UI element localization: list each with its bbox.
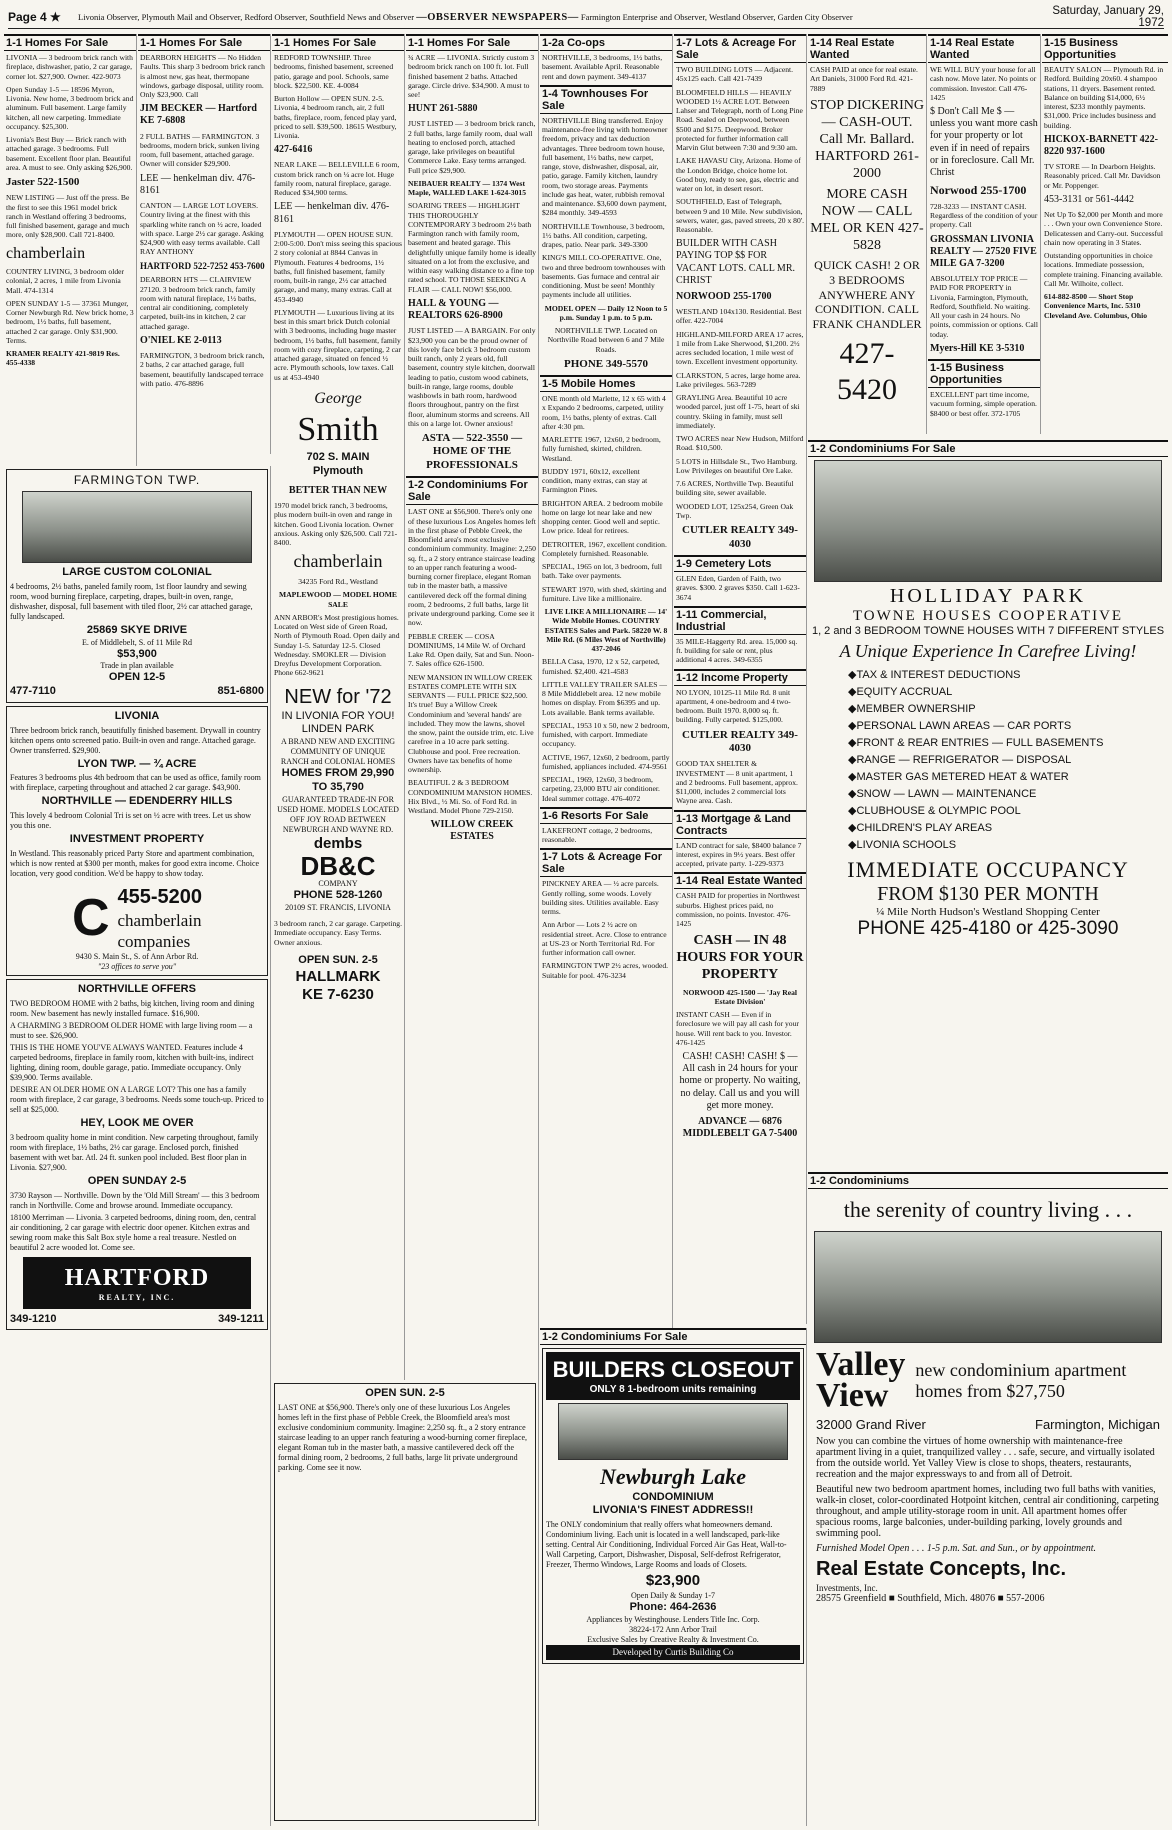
listing-desc: DESIRE AN OLDER HOME ON A LARGE LOT? This one has a family room with fireplace, 2 car garage, 3 bedrooms. Needs some touch-up. Priced to sell at $25,000. [10, 1085, 264, 1114]
house-photo [22, 491, 253, 563]
pubs-right: Farmington Enterprise and Observer, Westland Observer, Garden City Observer [580, 11, 853, 22]
column-8 [928, 34, 1041, 434]
dbc-sub: COMPANY [318, 879, 358, 889]
classified-ad: WOODED LOT, 125x254, Green Oak Twp. [676, 501, 794, 520]
valley-address [808, 1415, 1168, 1434]
classified-ad: HICKOX-BARNETT 422-8220 937-1600 [1044, 133, 1158, 157]
new72-trade: GUARANTEED TRADE-IN FOR USED HOME. MODELS LOCATED OFF JOY ROAD BETWEEN NEWBURGH AND WAYNE RD. [277, 794, 399, 834]
classified-ad: NEW MANSION IN WILLOW CREEK ESTATES COMPLETE WITH SIX SERVANTS — FULL PRICE $22,500. It's true! Buy a Willow Creek Condominium and 'several hands' are included. They mow the lawns, shovel the snow, paint the outside trim, etc. Live carefree in a 10 acre park setting. Clubhouse and pool. Free recreation. Owners have tax benefits of home ownership. [408, 672, 534, 775]
holliday-types: 1, 2 and 3 BEDROOM TOWNE HOUSES WITH 7 DIFFERENT STYLES [811, 625, 1165, 637]
section-header: 1-2 Condominiums For Sale [808, 440, 1168, 457]
valley-desc-2: Beautiful new two bedroom apartment homes, including two full baths with vanities, walk-in closet, color-coordinated Hotpoint kitchen, central air conditioning, carpeting throughout, and ample utility-storage room in unit. All apartment homes offer spacious rooms, large balconies, under-building parking, lovely grounds and swimming pool. [816, 1484, 1159, 1540]
phone-2: 851-6800 [217, 685, 264, 697]
classified-ad: CASH PAID at once for real estate. Art Daniels, 31000 Ford Rd. 421-7889 [810, 65, 918, 93]
classified-ad: INSTANT CASH — Even if in foreclosure we will pay all cash for your house. Will rent back to you. Investor. 476-1425 [676, 1010, 799, 1047]
section-header: 1-1 Homes For Sale [4, 34, 136, 51]
classified-ad: NORWOOD 425-1500 — 'Jay Real Estate Division' [682, 987, 798, 1006]
new72-prices: HOMES FROM 29,990 TO 35,790 [281, 767, 395, 793]
section-header: 1-14 Real Estate Wanted [674, 872, 806, 889]
hartford-phones [10, 1313, 264, 1327]
page-number: Page 4 ★ [8, 10, 61, 24]
listing-desc: Three bedroom brick ranch, beautifully finished basement. Drywall in country kitchen opens onto screened patio. Built-in oven and range. Attached garage. Owner transferred. $29,900. [10, 725, 261, 755]
condo-label: CONDOMINIUM [632, 1490, 714, 1503]
classified-ad: BEAUTIFUL 2 & 3 BEDROOM CONDOMINIUM MANSION HOMES. Hix Blvd., ½ Mi. So. of Ford Rd. in Westland. Model Phone 729-2150. [408, 778, 533, 816]
classified-ad: BRIGHTON AREA. 2 bedroom mobile home on large lot near lake and new shopping center. Good well and septic. Low price. Ideal for retirees. [542, 498, 663, 536]
classified-ad: LAKEFRONT cottage, 2 bedrooms, reasonable. [542, 825, 653, 845]
farmington-trade: Trade in plan available [100, 661, 174, 671]
column-7 [808, 34, 927, 434]
classified-ad: JIM BECKER — Hartford KE 7-6808 [140, 103, 257, 127]
townhouse-photo [814, 460, 1162, 582]
classified-ad: LITTLE VALLEY TRAILER SALES — 8 Mile Middlebelt area. 12 new mobile homes on display. From $6395 and up. Lots available. Bank terms available. [542, 679, 668, 717]
feature-item: ◆ CHILDREN'S PLAY AREAS [848, 819, 1168, 836]
column-6 [674, 34, 807, 1324]
classified-ad: TV STORE — In Dearborn Heights. Reasonably priced. Call Mr. Davidson or Mr. Poppenger. [1044, 162, 1161, 190]
george-smith-ad [274, 386, 402, 482]
hartford-sub: REALTY, INC. [98, 1292, 176, 1302]
classified-ad: CUTLER REALTY 349-4030 [682, 728, 798, 754]
classified-ad: CLARKSTON, 5 acres, large home area. Lake privileges. 563-7289 [676, 370, 801, 389]
classified-ad: WESTLAND 104x130. Residential. Best offer. 422-7004 [676, 307, 802, 326]
smith-first: George [314, 389, 362, 407]
classified-ad: LEE — henkelman div. 476-8161 [140, 172, 256, 196]
closeout-title: BUILDERS CLOSEOUT [552, 1357, 794, 1382]
classified-ad: NO LYON, 10125-11 Mile Rd. 8 unit apartment, 4 one-bedroom and 4 two-bedroom. Built 1970. 8,000 sq. ft. building. Fully carpeted. $125,000. [676, 687, 791, 725]
edwards-listing: OPEN SUN. 2-5 [365, 1387, 445, 1399]
section-header: 1-2 Condominiums [808, 1172, 1168, 1189]
listing-title: OPEN SUNDAY 2-5 [87, 1174, 187, 1187]
classified-ad: BLOOMFIELD HILLS — HEAVILY WOODED 1½ ACRE LOT. Between Lahser and Telegraph, north of Long Pine Road. Sealed on Deepwood, between $500 and $175. Deepwood. Broker protected for further information call Marvin Glut between 7:30 and 9:30 am. [676, 87, 803, 152]
classified-title: BETTER THAN NEW [288, 484, 388, 496]
section-header: 1-5 Mobile Homes [540, 375, 672, 392]
realtor-logo: chamberlain [293, 551, 383, 572]
classified-ad: BUILDER WITH CASH PAYING TOP $$ FOR VACANT LOTS. CALL MR. CHRIST [676, 238, 795, 286]
valley-logo-row [808, 1346, 1168, 1415]
classified-ad: CASH — IN 48 HOURS FOR YOUR PROPERTY [676, 933, 804, 983]
classified-ad: PHONE 349-5570 [563, 357, 649, 370]
condo-hours: Open Daily & Sunday 1-7 [631, 1590, 715, 1600]
holliday-phone: PHONE 425-4180 or 425-3090 [857, 918, 1119, 939]
classified-ad: ¾ ACRE — LIVONIA. Strictly custom 3 bedroom brick ranch on 100 ft. lot. Full finished basement 2 baths. Attached garage. Circle drive. $34,900. A must to see! [408, 53, 535, 99]
farmington-headline: LARGE CUSTOM COLONIAL [62, 566, 212, 578]
feature-item: ◆ MEMBER OWNERSHIP [848, 700, 1168, 717]
classified-ad: 427-5420 [837, 336, 897, 407]
hallmark-open: OPEN SUN. 2-5 [298, 953, 378, 966]
listing-desc: 3730 Rayson — Northville. Down by the 'Old Mill Stream' — this 3 bedroom ranch in Northville. Come and browse around. Immediate occupancy. [10, 1190, 260, 1210]
holliday-price: FROM $130 PER MONTH [877, 883, 1099, 905]
condo-appliances: Appliances by Westinghouse. Lenders Title Inc. Corp. [586, 1614, 760, 1624]
issue-date: Saturday, January 29, 1972 [1052, 5, 1164, 29]
classified-ad: OPEN SUNDAY 1-5 — 37361 Munger, Corner Newburgh Rd. New brick home, 3 bedroom, 1½ baths, full basement, attached 2 car garage. Only $31,900. Terms. [6, 298, 134, 345]
classified-ad: GRAYLING Area. Beautiful 10 acre wooded parcel, just off 1-75, heart of ski country. Skiing in family, must sell immediately. [676, 393, 800, 430]
section-header: 1-2a Co-ops [540, 34, 672, 51]
classified-ad: NORWOOD 255-1700 [676, 291, 772, 302]
classified-ad: GLEN Eden, Garden of Faith, two graves. $300. 2 graves $350. Call 1-623-3674 [676, 574, 800, 602]
classified-ad: 427-6416 [274, 144, 313, 156]
classified-ad: SPECIAL, 1953 10 x 50, new 2 bedroom, furnished, with carport. Immediate occupancy. [542, 720, 670, 749]
rec-sub: Investments, Inc. [816, 1583, 878, 1594]
classified-ad: BUDDY 1971, 60x12, excellent condition, many extras, can stay at Farmington Pines. [542, 466, 648, 495]
classified-ad: PLYMOUTH — OPEN HOUSE SUN. 2:00-5:00. Don't miss seeing this spacious 2 story colonial at 8844 Canvas in Plymouth. Features 4 bedrooms, 1½ baths, full finished basement, family room, built-in range, 2½ car attached garage, and many, many extras. Call at 453-4940 [274, 229, 402, 304]
farmington-phones [10, 685, 264, 699]
feature-item: ◆ SNOW — LAWN — MAINTENANCE [848, 785, 1168, 802]
classified-ad: NEIBAUER REALTY — 1374 West Maple, WALLED LAKE 1-624-3015 [408, 178, 526, 198]
publication-list [78, 12, 1034, 23]
classified-ad: KING'S MILL CO-OPERATIVE. One, two and three bedroom townhouses with basements. Gas furnace and central air conditioning. Must be seen! Monthly payments include all utilities. [542, 253, 666, 300]
farmington-location: E. of Middlebelt, S. of 11 Mile Rd [82, 637, 192, 647]
classified-ad: ASTA — 522-3550 — HOME OF THE PROFESSIONALS [421, 432, 523, 471]
column-2 [138, 34, 271, 454]
chamberlain-address: 9430 S. Main St., S. of Ann Arbor Rd. [75, 952, 199, 962]
chamberlain-sub: companies [117, 932, 191, 951]
newburgh-lake-ad [542, 1348, 804, 1664]
classified-ad: FARMINGTON TWP 2½ acres, wooded. Suitable for pool. 476-3234 [542, 961, 669, 980]
listing-title: LIVONIA [114, 709, 160, 722]
feature-item: ◆ TAX & INTEREST DEDUCTIONS [848, 666, 1168, 683]
listing-desc: Features 3 bedrooms plus 4th bedroom that can be used as office, family room with fireplace, carpeting throughout and attached 2 car garage. $43,900. [10, 773, 261, 793]
classified-ad: GOOD TAX SHELTER & INVESTMENT — 8 unit apartment, 1 and 2 bedrooms. Full basement, approx. $11,000, includes 2 commercial lots Wayne area. Cash. [676, 759, 798, 806]
classified-ad: SPECIAL, 1969, 12x60, 3 bedroom, carpeting, 23,000 BTU air conditioner. Ideal summer cottage. 476-4072 [542, 775, 660, 803]
hallmark-ad [274, 951, 402, 1008]
chamberlain-hartford-block [4, 466, 271, 1826]
classified-ad: 35 MILE-Haggerty Rd. area. 15,000 sq. ft. building for sale or rent, plus additional 4 acres. 349-6355 [676, 636, 798, 665]
listing-desc: 3 bedroom quality home in mint condition. New carpeting throughout, family room with fireplace, 1½ baths, 2½ car garage. Enclosed porch, finished basement with wet bar. Atl. 24 ft. sunken pool included. Best floor plan in Livonia. $27,900. [10, 1132, 259, 1172]
farmington-ad [6, 469, 268, 703]
classified-ad: HALL & YOUNG — REALTORS 626-8900 [408, 297, 503, 322]
closeout-banner [546, 1352, 800, 1400]
classified-ad: Outstanding opportunities in choice locations. Immediate possession, complete training. Financing available. Call Mr. Wilhoite, collect. [1044, 251, 1163, 288]
feature-list [848, 666, 1168, 853]
classified-ad: WILLOW CREEK ESTATES [430, 819, 514, 843]
valley-tagline: new condominium apartment homes from $27,750 [915, 1359, 1127, 1401]
classified-ad: DEARBORN HEIGHTS — No Hidden Faults. This sharp 3 bedroom brick ranch is almost new, gas heat, thermopane windows, garbage disposal, utility room. Only $23,900. Call [140, 53, 265, 99]
chamberlain-logo [10, 885, 264, 953]
masthead [8, 6, 1164, 29]
condo-photo [814, 1231, 1162, 1343]
section-header: 1-14 Real Estate Wanted [928, 34, 1040, 63]
classified-ad: SOUTHFIELD, East of Telegraph, between 9 and 10 Mile. New subdivision, sewers, water, gas, paved streets, 20 x 80'. Reasonable. [676, 197, 805, 234]
classified-ad: BEAUTY SALON — Plymouth Rd. in Redford. Building 20x60. 4 shampoo stations, 11 dryers. Basement rented. Balance on building $14,000, 6½ interest, $233 monthly payments. $31,000. Price includes business and building. [1044, 65, 1164, 130]
feature-item: ◆ RANGE — REFRIGERATOR — DISPOSAL [848, 751, 1168, 768]
classified-ad: Open Sunday 1-5 — 18596 Myron, Livonia. New home, 3 bedroom brick and aluminum. Full basement. Large family kitchen, all new carpeting. Immediate occupancy. $25,300. [6, 84, 134, 131]
jerry-edwards-ad [274, 1383, 536, 1821]
classified-ad: COUNTRY LIVING, 3 bedroom older colonial, 2 acres, 1 mile from Livonia Mall. 474-1314 [6, 267, 125, 295]
listing-desc: A CHARMING 3 BEDROOM OLDER HOME with large living room — a must to see. $26,900. [10, 1021, 253, 1040]
classified-ad: NORTHVILLE Townhouse, 3 bedroom, 1½ baths. All condition, carpeting, drapes, patio. Near park. 349-3300 [542, 221, 665, 249]
classified-ad: WE WILL BUY your house for all cash now. Move later. No points or commission. Investor. Call 476-1425 [930, 65, 1037, 102]
classified-ad: JUST LISTED — 3 bedroom brick ranch, 2 full baths, large family room, dual wall heating to enclosed porch, attached garage, lake privileges on beautiful Commerce Lake. Easy terms arranged. Full price $29,900. [408, 119, 536, 175]
listing-title: INVESTMENT PROPERTY [69, 833, 205, 845]
edwards-desc: LAST ONE at $56,900. There's only one of these luxurious Los Angeles homes left in the first phase of Pebble Creek, the Bloomfield area's most exclusive condominium community. Imagine: 2,250 sq. ft., a 2 story entrance staircase leading to an upper ranch featuring a wood-burning corner fireplace, elegant Roman tub in the master bath, a massive cantilevered deck off the formal dining room, 2 bedrooms, 2 full baths, large lit private underground parking. Come see it now. [278, 1402, 527, 1472]
section-header: 1-1 Homes For Sale [138, 34, 270, 51]
classified-ad: DETROITER, 1967, excellent condition. Completely furnished. Reasonable. [542, 539, 667, 558]
classified-ad: Ann Arbor — Lots 2 ½ acre on residential street. Acre. Close to entrance at US-23 or North Territorial Rd. For further information call owner. [542, 920, 667, 958]
valley-logo [816, 1346, 906, 1414]
farmington-desc: 4 bedrooms, 2½ baths, paneled family room, 1st floor laundry and sewing room, wood burning fireplace, carpeting, drapes, built-in oven, range, dishwasher, disposal, full basement with tiled floor, 2½ car attached garage, fully landscaped. [10, 581, 253, 621]
classified-ad: PINCKNEY AREA — ½ acre parcels. Gently rolling, some woods. Lovely building sites. Utilities available. Easy terms. [542, 879, 659, 917]
classified-ad: GROSSMAN LIVONIA REALTY — 27520 FIVE MILE GA 7-3200 [930, 233, 1037, 269]
edwards-listings-ad [272, 1380, 539, 1826]
feature-item: ◆ EQUITY ACCRUAL [848, 683, 1168, 700]
holliday-location: ¼ Mile North Hudson's Westland Shopping Center [876, 906, 1100, 918]
listing-title: HEY, LOOK ME OVER [80, 1117, 194, 1129]
classified-ad: FARMINGTON, 3 bedroom brick ranch, 2 baths, 2 car attached garage, full basement, beautifully landscaped terrace with patio. 476-8896 [140, 351, 265, 388]
classified-ad: NEW LISTING — Just off the press. Be the first to see this 1961 model brick ranch in Westland offering 3 bedrooms, full finished basement, garage and much more, only $28,900. Call 721-8400. [6, 193, 130, 240]
classified-ad: 5 LOTS in Hillsdale St., Two Hamburg. Low Privileges on beautiful Ore Lake. [676, 456, 798, 475]
feature-item: ◆ LIVONIA SCHOOLS [848, 836, 1168, 853]
section-header: 1-14 Real Estate Wanted [808, 34, 926, 63]
section-header: 1-6 Resorts For Sale [540, 807, 672, 824]
condo-tagline: LIVONIA'S FINEST ADDRESS!! [592, 1504, 754, 1517]
valley-logo-line1: Valley [816, 1346, 906, 1383]
listing-title: LYON TWP. — ¾ ACRE [77, 757, 197, 770]
classified-ad: EXCELLENT part time income, vacuum forming, simple operation. $8400 or best offer. 372-1705 [930, 390, 1037, 418]
classified-ad: $ Don't Call Me $ — unless you want more cash for your property or lot even if in need of repairs or in foreclosure. Call Mr. Christ [930, 106, 1038, 178]
classified-ad: CANTON — LARGE LOT LOVERS. Country living at the finest with this sparkling white ranch on ½ acre, loaded with space. Large 2½ car garage. Asking $24,900 with easy terms available. Call RAY ANTHONY [140, 201, 264, 257]
rec-address: 28575 Greenfield ■ Southfield, Mich. 48076 ■ 557-2006 [816, 1593, 1045, 1605]
classified-ad: 614-882-8500 — Short Stop Convenience Marts, Inc. 5310 Cleveland Ave. Columbus, Ohio [1044, 292, 1148, 320]
column-9 [1042, 34, 1168, 434]
condo-price: $23,900 [645, 1572, 701, 1589]
condo-photo [558, 1403, 789, 1460]
holliday-body [808, 585, 1168, 940]
dbc-address: 20109 ST. FRANCIS, LIVONIA [285, 903, 391, 913]
classified-ad: 3 bedroom ranch, 2 car garage. Carpeting. Immediate occupancy. Easy Terms. Owner anxious. [274, 919, 402, 947]
linden-park-ad [274, 682, 402, 917]
classified-ad: LIVONIA — 3 bedroom brick ranch with fireplace, dishwasher, patio, 2 car garage, corner lot. $27,900. Owner. 422-9073 [6, 53, 133, 81]
address-city: Farmington, Michigan [1035, 1417, 1160, 1433]
classified-ad: 728-3233 — INSTANT CASH. Regardless of the condition of your property. Call [930, 201, 1038, 230]
classified-ad: DEARBORN HTS — CLAIRVIEW 27120. 3 bedroom brick ranch, family room with natural fireplace, 1½ baths, central air conditioning, completely carpeted, built-ins in kitchen, 2 car attached garage. [140, 275, 256, 331]
realtor-logo: chamberlain [6, 244, 86, 262]
classified-ad: KRAMER REALTY 421-9819 Res. 455-4338 [6, 349, 120, 368]
classified-ad: TWO ACRES near New Hudson, Milford Road. $10,500. [676, 434, 804, 453]
classified-ad: 1970 model brick ranch, 3 bedrooms, plus modern built-in oven and range in kitchen. Good Livonia location. Owner anxious. Asking only $26,500. Call 721-8400. [274, 501, 398, 547]
holliday-script: A Unique Experience In Carefree Living! [839, 641, 1137, 661]
section-header: 1-1 Homes For Sale [272, 34, 404, 51]
classified-ad: NEAR LAKE — BELLEVILLE 6 room, custom brick ranch on ¼ acre lot. Huge family room, natural fireplace, garage. Reduced $34,900 terms. [274, 160, 400, 198]
classified-ad: CASH PAID for properties in Northwest suburbs. Highest prices paid, no commission, no points. Investor. 476-1425 [676, 891, 800, 929]
hallmark-name: HALLMARK [295, 967, 381, 985]
feature-item: ◆ MASTER GAS METERED HEAT & WATER [848, 768, 1168, 785]
section-header: 1-4 Townhouses For Sale [540, 85, 672, 114]
classified-ad: SOARING TREES — HIGHLIGHT THIS THOROUGHLY CONTEMPORARY 3 bedroom 2½ bath Farmington ranch with family room, basement and heated garage. This delightfully unique family home is ideally situated on a lot from the exclusive, and within easy walking distance to a fine top rated school. TO THOSE SEEKING A FLAIR — CALL NOW! $56,000. [408, 201, 537, 294]
chamberlain-listings-ad [6, 706, 268, 977]
feature-item: ◆ PERSONAL LAWN AREAS — CAR PORTS [848, 717, 1168, 734]
condo-address: 38224-172 Ann Arbor Trail [629, 1624, 717, 1634]
classified-ad: 453-3131 or 561-4442 [1044, 193, 1134, 205]
farmington-address: 25869 SKYE DRIVE [86, 623, 188, 636]
feature-item: ◆ FRONT & REAR ENTRIES — FULL BASEMENTS [848, 734, 1168, 751]
chamberlain-tagline: "23 offices to serve you" [97, 962, 177, 972]
chamberlain-phone: 455-5200 [117, 885, 203, 908]
section-header: 1-1 Homes For Sale [406, 34, 538, 51]
classified-ad: ADVANCE — 6876 MIDDLEBELT GA 7-5400 [682, 1115, 798, 1140]
condo-sales: Exclusive Sales by Creative Realty & Investment Co. [587, 1634, 759, 1644]
classified-ad: O'NIEL KE 2-0113 [140, 334, 222, 346]
classified-ad: BELLA Casa, 1970, 12 x 52, carpeted, furnished. $2,400. 421-4583 [542, 657, 660, 676]
listing-desc: TWO BEDROOM HOME with 2 baths, big kitchen, living room and dining room. New basement has newly installed furnace. $16,900. [10, 999, 255, 1018]
holliday-sub: TOWNE HOUSES COOPERATIVE [852, 608, 1124, 624]
classified-ad: LAKE HAVASU City, Arizona. Home of the London Bridge, choice home lot. Good buy, ready to see, gas, electric and water on lot, in desert resort. [676, 156, 801, 193]
classified-ad: CASH! CASH! CASH! $ — All cash in 24 hours for your home or property. No waiting, no delay. Call us and you will get more money. [679, 1051, 801, 1111]
smith-last: Smith [297, 410, 379, 448]
classified-ad: ABSOLUTELY TOP PRICE — PAID FOR PROPERTY in Livonia, Farmington, Plymouth, Redford, Southfield. No waiting. All your cash in 24 hours. No points, commission or options. Call today. [930, 274, 1039, 339]
classified-ad: Norwood 255-1700 [930, 183, 1027, 198]
classified-ad: TWO BUILDING LOTS — Adjacent. 45x125 each. Call 421-7439 [676, 65, 794, 84]
classified-ad: ACTIVE, 1967, 12x60, 2 bedroom, partly furnished, appliances included. 474-9561 [542, 752, 670, 771]
listing-title: NORTHVILLE OFFERS [78, 983, 196, 996]
listing-desc: This lovely 4 bedroom Colonial Tri is set on ½ acre with trees. Let us show you this one. [10, 811, 252, 830]
listing-title: NORTHVILLE — EDENDERRY HILLS [41, 795, 233, 808]
classified-ad: NORTHVILLE TWP. Located on Northville Road between 6 and 7 Mile Roads. [547, 326, 665, 354]
hallmark-phone: KE 7-6230 [302, 986, 374, 1004]
classified-ad: LAST ONE at $56,900. There's only one of these luxurious Los Angeles homes left in the first phase of Pebble Creek, the Bloomfield area's most exclusive condominium community. Imagine: 2,250 sq. ft., a 2 story entrance staircase leading to an upper ranch featuring a wood-burning corner fireplace, elegant Roman tub in the master bath, a massive cantilevered deck off the formal dining room, 2 bedrooms, 2 full baths, large lit private underground parking. Come see it now. [408, 507, 536, 628]
classified-ad: NORTHVILLE Bing transferred. Enjoy maintenance-free living with homeowner freedom, privacy and tax deduction advantages. Three bedroom town house, full basement, 1½ baths, new carpet, range, stove, dishwasher, disposal, air, patio, garage. Family kitchen, laundry room, two storage areas. Payments include gas heat, water, rubbish removal and maintenance. $3,600 down payment, $284 monthly. 349-4593 [542, 115, 668, 218]
classified-title: MAPLEWOOD — MODEL HOME SALE [279, 590, 397, 609]
classified-ad: Myers-Hill KE 3-5310 [930, 342, 1025, 354]
feature-item: ◆ CLUBHOUSE & OLYMPIC POOL [848, 802, 1168, 819]
farmington-open: OPEN 12-5 [108, 671, 166, 684]
classified-ad: LEE — henkelman div. 476-8161 [274, 201, 390, 225]
pubs-left: Livonia Observer, Plymouth Mail and Observer, Redford Observer, Southfield News and Observer [78, 11, 415, 22]
new72-desc: A BRAND NEW AND EXCITING COMMUNITY OF UNIQUE RANCH and COLONIAL HOMES [280, 737, 396, 767]
classified-ad: CUTLER REALTY 349-4030 [682, 524, 798, 550]
dbc-phone: PHONE 528-1260 [293, 889, 383, 902]
classified-ad: QUICK CASH! 2 OR 3 BEDROOMS ANYWHERE ANY CONDITION. CALL FRANK CHANDLER [812, 258, 922, 331]
classified-ad: HIGHLAND-MILFORD AREA 17 acres, 1 mile from Lake Sherwood, $1,200. 2½ acres secluded location, 1 mile west of town. Excellent investment opportunity. [676, 329, 804, 367]
classified-ad: LAND contract for sale, $8400 balance 7 interest, expires in 9½ years. Best offer accepted, private party. 1-229-9373 [676, 840, 802, 869]
section-header: 1-7 Lots & Acreage For Sale [674, 34, 806, 63]
chamberlain-text [118, 885, 203, 953]
serenity-headline: the serenity of country living . . . [843, 1197, 1133, 1222]
listing-desc: THIS IS THE HOME YOU'VE ALWAYS WANTED. Features include 4 carpeted bedrooms, fireplace in family room, kitchen with built-ins, indirect lighting, dining room, double garage, patio. Immediate occupancy. Only $39,900. Terms available. [10, 1043, 254, 1082]
valley-logo-line2: View [816, 1376, 889, 1414]
hartford-name: HARTFORD [64, 1264, 210, 1291]
classified-ad: MORE CASH NOW — CALL MEL OR KEN 427-5828 [810, 187, 924, 254]
farmington-price: $53,900 [117, 647, 157, 660]
rec-logo: Real Estate Concepts, Inc. [816, 1558, 1067, 1581]
dembs-logo: dembs [313, 834, 363, 852]
address-street: 32000 Grand River [816, 1417, 926, 1433]
builders-closeout-block [540, 1328, 807, 1826]
new72-sub: IN LIVONIA FOR YOU! LINDEN PARK [281, 709, 395, 736]
holliday-title: HOLLIDAY PARK [889, 585, 1087, 607]
dbc-logo: DB&C [300, 851, 376, 882]
classified-ad: PEBBLE CREEK — COSA DOMINIUMS, 14 Mile W. of Orchard Lake Rd. Open daily, Sat and Sun. Noon-7. Sales office 626-1500. [408, 631, 535, 669]
brand-name: —OBSERVER NEWSPAPERS— [416, 11, 579, 23]
section-header: 1-13 Mortgage & Land Contracts [674, 810, 806, 839]
valley-desc-1: Now you can combine the virtues of home ownership with maintenance-free apartment living in a quiet, tranquilized valley . . . safe, secure, and virtually isolated from the outside world. Yet Valley View is close to shops, theaters, restaurants, recreation and the major expressways to and from all of Detroit. [816, 1436, 1155, 1481]
farmington-title: FARMINGTON TWP. [73, 473, 201, 487]
classified-ad: STOP DICKERING — CASH-OUT. Call Mr. Ballard. HARTFORD 261-2000 [810, 97, 924, 182]
classified-ad: HUNT 261-5880 [408, 103, 478, 115]
section-header: 1-2 Condominiums For Sale [540, 1328, 806, 1345]
classified-ad: 7.6 ACRES, Northville Twp. Beautiful building site, sewer available. [676, 479, 794, 498]
listing-desc: In Westland. This reasonably priced Party Store and apartment combination, which is now rented at $300 per month, makes for good extra income. Choice location, very good condition. We'd be happy to show today. [10, 848, 260, 878]
section-header: 1-7 Lots & Acreage For Sale [540, 848, 672, 877]
smith-city: Plymouth [312, 465, 364, 478]
classified-ad: 2 FULL BATHS — FARMINGTON. 3 bedrooms, modern brick, sunken living room, full basement, attached garage. Owner will consider $29,900. [140, 131, 260, 169]
condo-phone: Phone: 464-2636 [629, 1600, 717, 1613]
classified-ad: SPECIAL, 1965 on lot, 3 bedroom, full bath. Take over payments. [542, 562, 663, 581]
classified-ad: STEWART 1970, with shed, skirting and furniture. Live like a millionaire. [542, 584, 667, 603]
condo-developer: Developed by Curtis Building Co [546, 1645, 800, 1660]
valley-model: Furnished Model Open . . . 1-5 p.m. Sat. and Sun., or by appointment. [816, 1543, 1096, 1555]
classified-ad: JUST LISTED — A BARGAIN. For only $23,900 you can be the proud owner of this lovely face brick 3 bedroom custom built ranch, only 2 years old, full basement, country style kitchen, doorwall leading to patio, custom wood cabinets, built-in range, large rooms, double washbowls in bath room, hardwood floors throughout, pantry on the first floor, aluminum storms and screens. All this on a large lot. Owner anxious! [408, 326, 536, 428]
classified-ad: ANN ARBOR's Most prestigious homes. Located on West side of Green Road, North of Plymouth Road. Open daily and Sunday 1-5. Saturday 12-5. Closed Wednesday. SMOKLER — Division Dreyfus Development Corporation. Phone 662-9621 [274, 612, 400, 678]
phone-1: 349-1210 [10, 1312, 57, 1325]
section-header: 1-15 Business Opportunities [928, 359, 1040, 388]
chamberlain-name: chamberlain [117, 910, 202, 930]
hartford-logo [23, 1257, 251, 1309]
smith-address: 702 S. MAIN [306, 451, 370, 464]
newburgh-logo: Newburgh Lake [599, 1464, 747, 1489]
classified-ad: REDFORD TOWNSHIP. Three bedrooms, finished basement, screened patio, garage and pool. Schools, same block. $22,500. KE. 4-0084 [274, 53, 394, 90]
new72-title: NEW for '72 [284, 685, 392, 708]
listing-desc: 18100 Merriman — Livonia. 3 carpeted bedrooms, dining room, den, central air conditioning, 2 car garage with electric door opener. Kitchen extras and sewing room make this Salt Box style home a real treasure. Nestled on beautiful 2 acre wooded lot. Come see. [10, 1212, 257, 1252]
section-header: 1-9 Cemetery Lots [674, 555, 806, 572]
section-header: 1-15 Business Opportunities [1042, 34, 1168, 63]
classified-ad: PLYMOUTH — Luxurious living at its best in this smart brick Dutch colonial with 3 bedrooms, including huge master bedroom, 1½ baths, full basement, family room with cozy fireplace, carpeting, 2 car attached garage, situated on fenced ½ acre. Plymouth schools, low taxes. Call us at 453-4940 [274, 307, 401, 382]
hartford-listings-ad [6, 979, 268, 1330]
classified-ad: MARLETTE 1967, 12x60, 2 bedroom, fully furnished, skirted, children. Westland. [542, 435, 661, 463]
classified-ad: Burton Hollow — OPEN SUN. 2-5. Livonia, 4 bedroom ranch, air, 2 full baths, fireplace, room, fenced play yard, priced to sell. $39,500. 18615 Westbury, Livonia. [274, 94, 397, 140]
classified-ad: ONE month old Marlette, 12 x 65 with 4 x Expando 2 bedrooms, carpeted, utility room, 1½ baths, plenty of extras. Call after 4:30 pm. [542, 394, 666, 431]
holliday-park-ad [808, 440, 1168, 940]
classified-ad: LIVE LIKE A MILLIONAIRE — 14' Wide Mobile Homes. COUNTRY ESTATES Sales and Park. 58220 W. 8 Mile Rd. (6 Miles West of Northville) 437-2046 [544, 607, 668, 654]
classified-ad: Jaster 522-1500 [6, 176, 80, 188]
valley-view-ad [808, 1172, 1168, 1826]
classified-ad: 34235 Ford Rd., Westland [298, 577, 378, 587]
phone-2: 349-1211 [218, 1312, 264, 1325]
classified-ad: Livonia's Best Buy — Brick ranch with attached garage. 3 bedrooms. Full basement. Excellent floor plan. Beautiful area. A must to see. Only asking $26,900. [6, 135, 133, 172]
classified-ad: NORTHVILLE, 3 bedrooms, 1½ baths, basement. Available April. Reasonable rent and down payment. 349-4137 [542, 53, 663, 81]
classified-ad: HARTFORD 522-7252 453-7600 [140, 260, 265, 271]
classified-ad: Net Up To $2,000 per Month and more . . . Own your own Convenience Store. Delicatessen and Carry-out. Successful chain now operating in 3 States. [1044, 210, 1163, 247]
phone-1: 477-7110 [10, 685, 56, 697]
section-header: 1-11 Commercial, Industrial [674, 606, 806, 635]
classified-ad: MODEL OPEN — Daily 12 Noon to 5 p.m. Sunday 1 p.m. to 5 p.m. [544, 303, 668, 322]
section-header: 1-12 Income Property [674, 669, 806, 686]
holliday-occupancy: IMMEDIATE OCCUPANCY [847, 857, 1129, 882]
c-logo-icon: C [71, 889, 110, 947]
condo-desc: The ONLY condominium that really offers what homeowners demand. Condominium living. Each unit is located in a well landscaped, park-like setting. Central Air Conditioning, Individual Forced Air Gas Heat, Wall-to-Wall Carpeting, Carport, Dishwasher, Disposal, Self-defrost Refrigerator, Freezer, Thermo Windows, Large Rooms and loads of Closets. [546, 1520, 787, 1569]
closeout-sub: ONLY 8 1-bedroom units remaining [589, 1383, 757, 1395]
section-header: 1-2 Condominiums For Sale [406, 476, 538, 505]
